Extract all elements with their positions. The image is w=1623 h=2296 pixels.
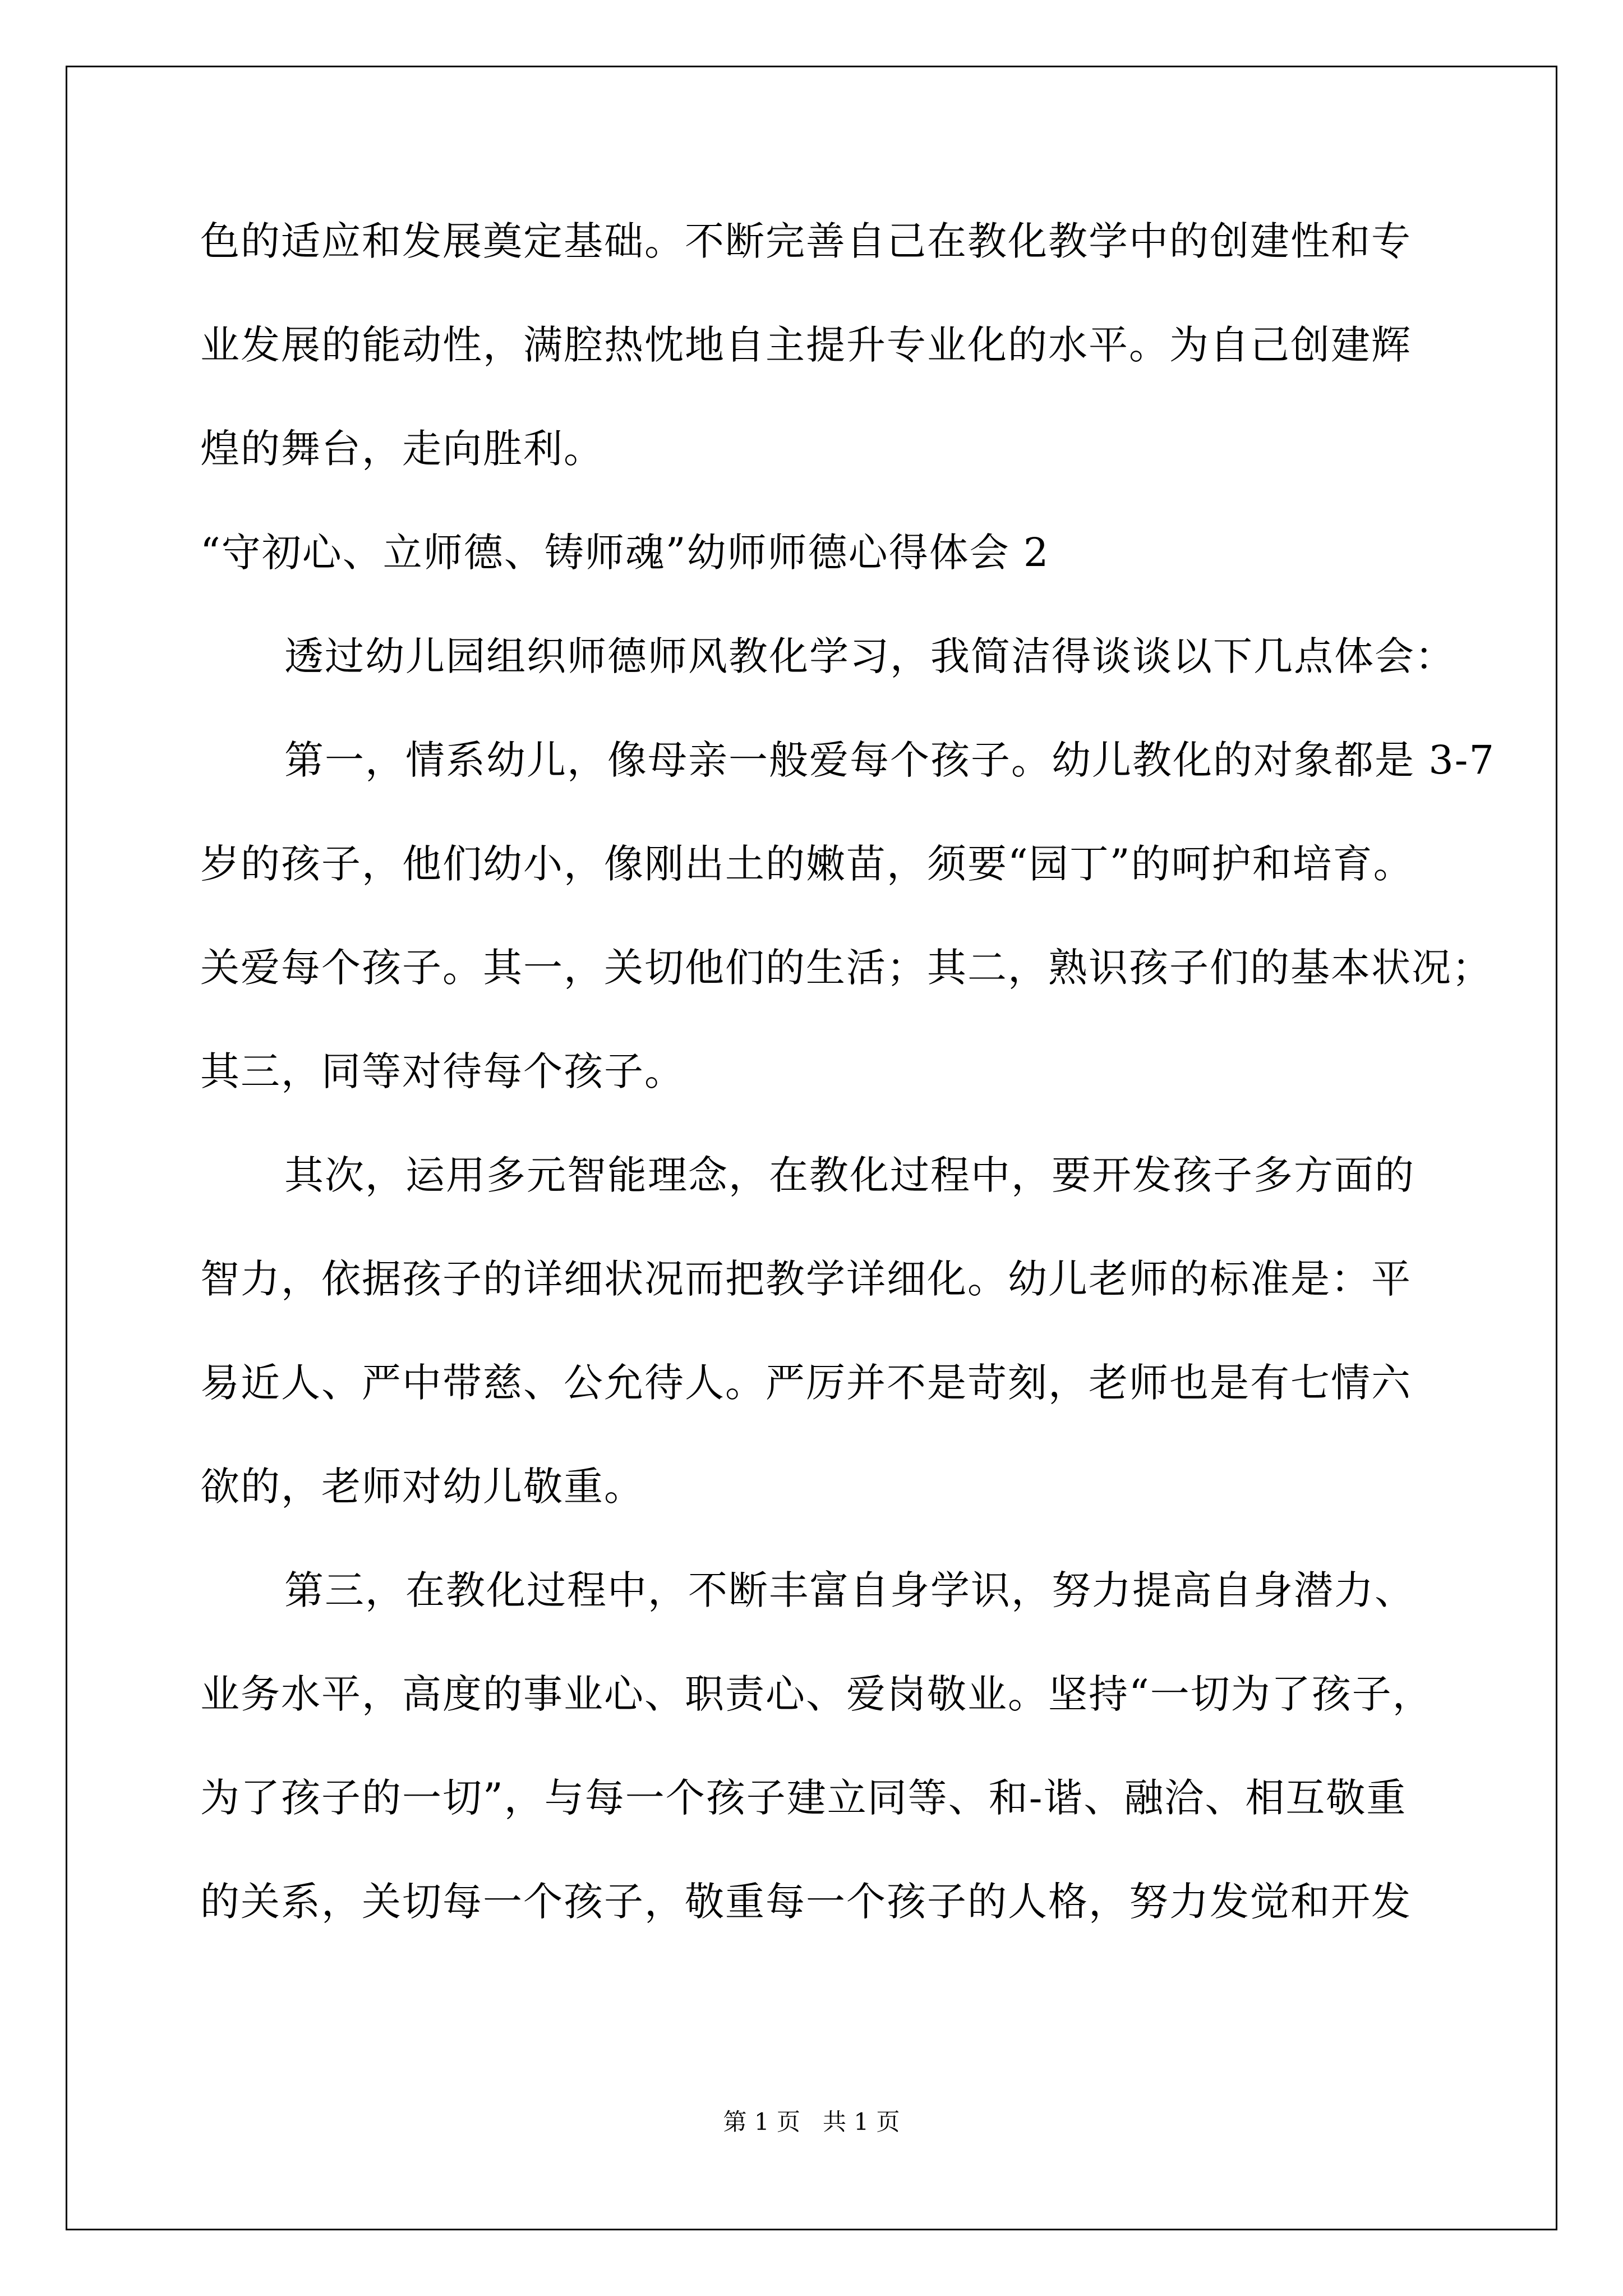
text-line: 易近人、严中带慈、公允待人。严厉并不是苛刻，老师也是有七情六 — [200, 1360, 1412, 1406]
text-line: 欲的，老师对幼儿敬重。 — [200, 1464, 644, 1510]
text-line: 业发展的能动性，满腔热忱地自主提升专业化的水平。为自己创建辉 — [200, 322, 1412, 368]
section-heading: “守初心、立师德、铸师魂”幼师师德心得体会 2 — [200, 530, 1050, 576]
text-line: 为了孩子的一切”，与每一个孩子建立同等、和-谐、融洽、相互敬重 — [200, 1775, 1407, 1821]
text-line: 透过幼儿园组织师德师风教化学习，我简洁得谈谈以下几点体会： — [284, 633, 1455, 679]
text-line: 第一，情系幼儿，像母亲一般爱每个孩子。幼儿教化的对象都是 3-7 — [284, 737, 1495, 783]
text-line: 的关系，关切每一个孩子，敬重每一个孩子的人格，努力发觉和开发 — [200, 1879, 1412, 1925]
text-line: 岁的孩子，他们幼小，像刚出土的嫩苗，须要“园丁”的呵护和培育。 — [200, 841, 1414, 887]
text-line: 业务水平，高度的事业心、职责心、爱岗敬业。坚持“一切为了孩子， — [200, 1671, 1433, 1717]
text-line: 第三，在教化过程中，不断丰富自身学识，努力提高自身潜力、 — [284, 1567, 1415, 1613]
page-footer: 第 1 页 共 1 页 — [723, 2108, 900, 2136]
text-line: 智力，依据孩子的详细状况而把教学详细化。幼儿老师的标准是：平 — [200, 1256, 1412, 1302]
text-line: 其次，运用多元智能理念，在教化过程中，要开发孩子多方面的 — [284, 1152, 1415, 1198]
text-line: 煌的舞台，走向胜利。 — [200, 426, 604, 472]
text-line: 关爱每个孩子。其一，关切他们的生活；其二，熟识孩子们的基本状况； — [200, 945, 1492, 991]
text-line: 色的适应和发展奠定基础。不断完善自己在教化教学中的创建性和专 — [200, 218, 1412, 264]
text-line: 其三，同等对待每个孩子。 — [200, 1048, 685, 1094]
